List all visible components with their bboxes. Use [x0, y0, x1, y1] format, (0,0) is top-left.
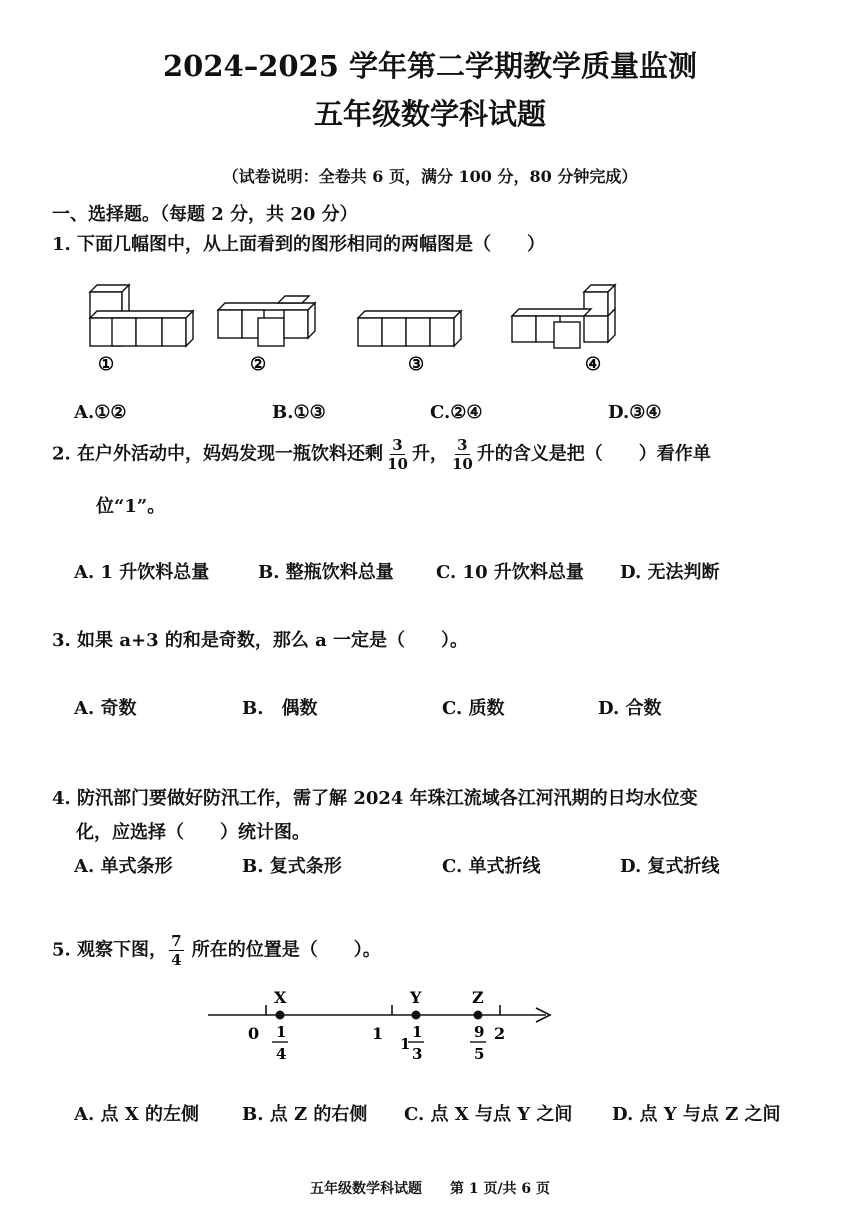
number-line [200, 985, 570, 1080]
q1-option-d: D.③④ [608, 402, 662, 423]
exam-title-line1: 2024–2025 学年第二学期教学质量监测 [162, 49, 698, 83]
cube-figure-3 [358, 311, 461, 346]
cube-figure-2 [218, 296, 315, 346]
q4-option-c: C. 单式折线 [442, 856, 541, 877]
cube-figure-1 [90, 285, 193, 346]
point-y-label: Y [410, 988, 422, 1007]
q3-option-a: A. 奇数 [74, 698, 137, 719]
z-value-den: 5 [474, 1045, 485, 1063]
q2-option-b: B. 整瓶饮料总量 [258, 562, 394, 583]
x-value-num: 1 [276, 1023, 287, 1041]
q4-option-a: A. 单式条形 [74, 856, 173, 877]
y-value-whole: 1 [400, 1035, 411, 1053]
point-y [412, 1011, 421, 1020]
q5-option-b: B. 点 Z 的右侧 [242, 1104, 368, 1125]
q1-option-b: B.①③ [272, 402, 326, 423]
figure-label-3: ③ [408, 354, 425, 375]
point-x [276, 1011, 285, 1020]
x-value-den: 4 [276, 1045, 287, 1063]
question-2-line2: 位“1”。 [96, 496, 166, 517]
fraction-3-10-b: $\frac{3}{10}$ [451, 436, 473, 473]
section-heading: 一、选择题。（每题 2 分，共 20 分） [52, 204, 358, 225]
question-2-line1: 2. 在户外活动中，妈妈发现一瓶饮料还剩 $\frac{3}{10}$ 升， $\frac{3}{10}$ 升的含义是把（ ）看作单 [52, 436, 711, 473]
q1-option-a: A.①② [74, 402, 127, 423]
question-1-text: 1. 下面几幅图中，从上面看到的图形相同的两幅图是（ ） [52, 234, 546, 255]
fraction-3-10: $\frac{3}{10}$ [387, 436, 408, 473]
point-x-label: X [274, 988, 287, 1007]
y-value-den: 3 [412, 1045, 423, 1063]
question-4-line2: 化，应选择（ ）统计图。 [76, 822, 310, 843]
y-value-num: 1 [412, 1023, 423, 1041]
exam-title-line2: 五年级数学科试题 [313, 97, 546, 131]
q5-option-c: C. 点 X 与点 Y 之间 [404, 1104, 573, 1125]
q5-option-a: A. 点 X 的左侧 [74, 1104, 199, 1125]
figure-label-4: ④ [585, 354, 602, 375]
question-1-figure [60, 280, 700, 380]
figure-label-2: ② [250, 354, 267, 375]
z-value-num: 9 [474, 1023, 485, 1041]
cube-figure-4 [512, 285, 615, 348]
q4-option-d: D. 复式折线 [620, 856, 720, 877]
q1-option-c: C.②④ [430, 402, 483, 423]
q3-option-d: D. 合数 [598, 698, 662, 719]
fraction-7-4: $\frac{7}{4}$ [171, 932, 182, 969]
point-z-label: Z [472, 988, 484, 1007]
q2-option-c: C. 10 升饮料总量 [436, 562, 584, 583]
page-footer: 五年级数学科试题 第 1 页/共 6 页 [309, 1181, 551, 1197]
tick-2-label: 2 [494, 1024, 506, 1043]
tick-0-label: 0 [248, 1024, 260, 1043]
question-4-line1: 4. 防汛部门要做好防汛工作，需了解 2024 年珠江流域各江河汛期的日均水位变 [52, 788, 698, 809]
q2-option-d: D. 无法判断 [620, 562, 720, 583]
exam-note: （试卷说明：全卷共 6 页，满分 100 分，80 分钟完成） [222, 167, 638, 186]
q3-option-b: B. 偶数 [242, 698, 318, 719]
question-3-text: 3. 如果 a+3 的和是奇数，那么 a 一定是（ ）。 [52, 630, 469, 651]
tick-1-label: 1 [372, 1024, 384, 1043]
point-z [474, 1011, 483, 1020]
q3-option-c: C. 质数 [442, 698, 505, 719]
q5-option-d: D. 点 Y 与点 Z 之间 [612, 1104, 781, 1125]
q4-option-b: B. 复式条形 [242, 856, 342, 877]
question-5-text: 5. 观察下图， $\frac{7}{4}$ 所在的位置是（ ）。 [52, 932, 381, 969]
q2-option-a: A. 1 升饮料总量 [74, 562, 210, 583]
figure-label-1: ① [98, 354, 115, 375]
